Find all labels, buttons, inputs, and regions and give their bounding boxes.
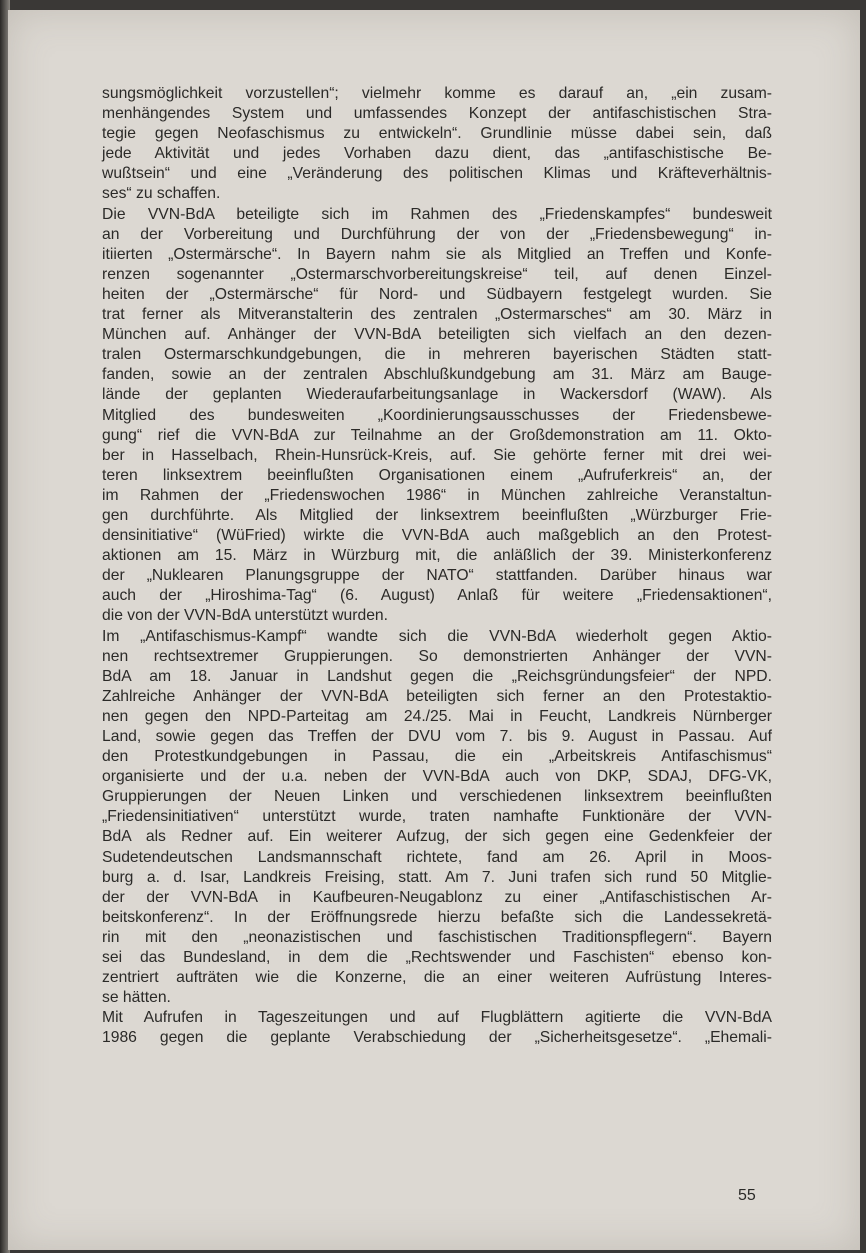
text-line: der der VVN-BdA in Kaufbeuren-Neugablonz zu einer „Antifaschistischen Ar- (102, 888, 772, 906)
text-line: wußtsein“ und eine „Veränderung des politischen Klimas und Kräfteverhältnis- (102, 165, 772, 183)
text-line: burg a. d. Isar, Landkreis Freising, statt. Am 7. Juni trafen sich rund 50 Mitglie- (102, 868, 772, 886)
text-line: Land, sowie gegen das Treffen der DVU vom 7. bis 9. August in Passau. Auf (102, 728, 772, 745)
text-line: Sudetendeutschen Landsmannschaft richtete, fand am 26. April in Moos- (102, 848, 772, 866)
text-line: „Friedensinitiativen“ unterstützt wurde, traten namhafte Funktionäre der VVN- (102, 808, 772, 826)
text-line: ber in Hasselbach, Rhein-Hunsrück-Kreis, auf. Sie gehörte ferner mit drei wei- (102, 446, 772, 464)
text-line: gen durchführte. Als Mitglied der linksextrem beeinflußten „Würzburger Frie- (102, 506, 772, 524)
text-line: Die VVN-BdA beteiligte sich im Rahmen des „Friedenskampfes“ bundesweit (102, 205, 772, 223)
text-line: BdA am 18. Januar in Landshut gegen die „Reichsgründungsfeier“ der NPD. (102, 667, 772, 685)
text-line: ses“ zu schaffen. (102, 185, 221, 203)
text-line: heiten der „Ostermärsche“ für Nord- und Südbayern festgelegt wurden. Sie (102, 285, 772, 303)
text-line: tralen Ostermarschkundgebungen, die in mehreren bayerischen Städten statt- (102, 346, 772, 364)
text-line: sei das Bundesland, in dem die „Rechtswender und Faschisten“ ebenso kon- (102, 949, 772, 967)
text-line: den Protestkundgebungen in Passau, die ein „Arbeitskreis Antifaschismus“ (102, 748, 772, 766)
body-text (102, 84, 772, 1049)
text-line: nen rechtsextremer Gruppierungen. So demonstrierten Anhänger der VVN- (102, 647, 772, 665)
text-line: Gruppierungen der Neuen Linken und verschiedenen linksextrem beeinflußten (102, 788, 772, 806)
text-line: menhängendes System und umfassendes Konzept der antifaschistischen Stra- (102, 105, 772, 123)
text-line: Mit Aufrufen in Tageszeitungen und auf Flugblättern agitierte die VVN-BdA (102, 1009, 772, 1027)
text-line: München auf. Anhänger der VVN-BdA beteiligten sich vielfach an den dezen- (102, 326, 772, 344)
text-line: die von der VVN-BdA unterstützt wurden. (102, 607, 389, 625)
text-line: auch der „Hiroshima-Tag“ (6. August) Anlaß für weitere „Friedensaktionen“, (102, 587, 772, 605)
text-line: Im „Antifaschismus-Kampf“ wandte sich die VVN-BdA wiederholt gegen Aktio- (102, 627, 772, 645)
text-line: organisierte und der u.a. neben der VVN-BdA auch von DKP, SDAJ, DFG-VK, (102, 768, 772, 786)
text-line: 1986 gegen die geplante Verabschiedung der „Sicherheitsgesetze“. „Ehemali- (102, 1029, 772, 1047)
text-line: itiierten „Ostermärsche“. In Bayern nahm sie als Mitglied an Treffen und Konfe- (102, 245, 772, 263)
text-line: rin mit den „neonazistischen und faschistischen Traditionspflegern“. Bayern (102, 928, 772, 946)
text-line: Zahlreiche Anhänger der VVN-BdA beteiligten sich ferner an den Protestaktio- (102, 687, 772, 705)
text-line: sungsmöglichkeit vorzustellen“; vielmehr komme es darauf an, „ein zusam- (102, 85, 772, 102)
text-line: an der Vorbereitung und Durchführung der von der „Friedensbewegung“ in- (102, 225, 772, 243)
text-line: aktionen am 15. März in Würzburg mit, die anläßlich der 39. Ministerkonferenz (102, 547, 772, 565)
text-line: lände der geplanten Wiederaufarbeitungsanlage in Wackersdorf (WAW). Als (102, 386, 772, 404)
text-line: nen gegen den NPD-Parteitag am 24./25. Mai in Feucht, Landkreis Nürnberger (102, 707, 772, 725)
text-line: der „Nuklearen Planungsgruppe der NATO“ stattfanden. Darüber hinaus war (102, 567, 772, 585)
text-line: teren linksextrem beeinflußten Organisationen einem „Aufruferkreis“ an, der (102, 466, 772, 484)
text-line: se hätten. (102, 989, 171, 1007)
text-line: fanden, sowie an der zentralen Abschlußkundgebung am 31. März am Bauge- (102, 366, 772, 384)
text-line: beitskonferenz“. In der Eröffnungsrede hierzu befaßte sich die Landessekretä- (102, 908, 772, 926)
text-line: BdA als Redner auf. Ein weiterer Aufzug, der sich gegen eine Gedenkfeier der (102, 828, 772, 846)
text-line: trat ferner als Mitveranstalterin des zentralen „Ostermarsches“ am 30. März in (102, 306, 772, 324)
text-line: Mitglied des bundesweiten „Koordinierungsausschusses der Friedensbewe- (102, 406, 772, 424)
text-line: jede Aktivität und jedes Vorhaben dazu dient, das „antifaschistische Be- (102, 145, 772, 163)
text-line: im Rahmen der „Friedenswochen 1986“ in München zahlreiche Veranstaltun- (102, 486, 772, 504)
text-line: renzen sogenannter „Ostermarschvorbereitungskreise“ teil, auf denen Einzel- (102, 265, 772, 283)
text-line: zentriert aufträten wie die Konzerne, die an einer weiteren Aufrüstung Interes- (102, 969, 772, 987)
text-line: densinitiative“ (WüFried) wirkte die VVN-BdA auch maßgeblich an den Protest- (102, 527, 772, 545)
text-line: tegie gegen Neofaschismus zu entwickeln“. Grundlinie müsse dabei sein, daß (102, 125, 772, 143)
text-line: gung“ rief die VVN-BdA zur Teilnahme an der Großdemonstration am 11. Okto- (102, 426, 772, 444)
page-number: 55 (738, 1187, 756, 1204)
